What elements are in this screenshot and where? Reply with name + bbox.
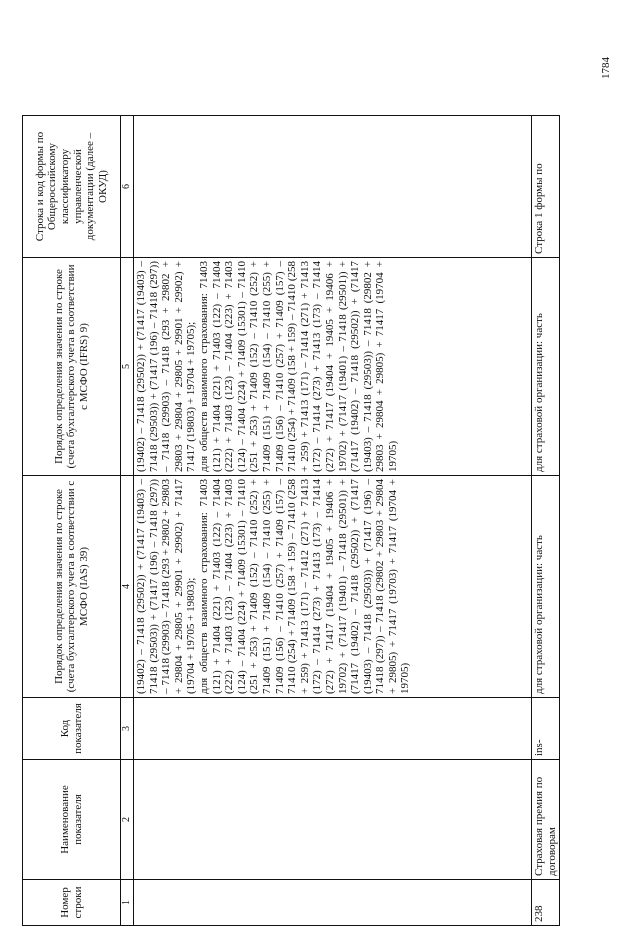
ias39-formula-cell: [134, 476, 532, 698]
header-row-number: Номер строки: [23, 880, 121, 926]
okud-cell: Строка 1 формы по: [532, 116, 560, 258]
header-okud: Строка и код формы по Общероссийскому классификатору управленческой документации (далее – ОКУД): [23, 116, 121, 258]
column-number: 3: [121, 698, 134, 760]
ias39-formula-cell: для страховой организации: часть: [532, 476, 560, 698]
indicator-table: [22, 115, 560, 926]
header-row: [23, 116, 121, 926]
column-number: 1: [121, 880, 134, 926]
table-row: [532, 116, 560, 926]
header-indicator-code: Код показателя: [23, 698, 121, 760]
column-number: 5: [121, 258, 134, 476]
column-number-row: [121, 116, 134, 926]
page-number: 1784: [600, 57, 612, 79]
rotated-table-container: [22, 116, 558, 926]
header-ifrs9-method: Порядок определения значения по строке (счета бухгалтерского учета в соответствии с МСФО (IFRS) 9): [23, 258, 121, 476]
ifrs9-formula-mutual: для обществ взаимного страхования: 71403 (121) + 71404 (221) + 71403 (122) – 71404 (222) + 71403 (123) – 71404 (223) + 71403 (124) – 71404 (224) + 71409 (15301) – 71410 (251 + 253) + 71409 (152) – 71410 (252) + 71409 (151) + 71409 (154) – 71410 (255) + 71409 (156) – 71410 (257) + 71409 (157) – 71410 (254) + 71409 (158 + 159) – 71410 (258 + 259) + 71413 (171) – 71414 (271) + 71413 (172) – 71414 (273) + 71413 (173) – 71414 (272) + 71417 (19404 + 19405 + 19406 + 19702) + (71417 (19401) – 71418 (29501)) + (71417 (19402) – 71418 (29502)) + (71417 (19403) – 71418 (29503)) – 71418 (29802 + 29803 + 29804 + 29805) + 71417 (19704 + 19705): [197, 261, 399, 472]
indicator-code-cell: ins-: [532, 698, 560, 760]
column-number: 4: [121, 476, 134, 698]
row-number-cell: [134, 880, 532, 926]
ifrs9-formula-cell: [134, 258, 532, 476]
okud-cell: [134, 116, 532, 258]
column-number: 6: [121, 116, 134, 258]
indicator-name-cell: [134, 760, 532, 880]
row-number-cell: 238: [532, 880, 560, 926]
header-indicator-name: Наименование показателя: [23, 760, 121, 880]
ifrs9-formula-general: (19402) – 71418 (29502)) + (71417 (19403) – 71418 (29503)) + (71417 (196) – 71418 (297)) – 71418 (29903) – 71418 (293 + 29802 + 29803 + 29804 + 29805 + 29901 + 29902) + 71417 (19803) + 19704 + 19705);: [135, 261, 198, 472]
ifrs9-formula-cell: для страховой организации: часть: [532, 258, 560, 476]
header-ias39-method: Порядок определения значения по строке (счета бухгалтерского учета в соответствии с МСФО (IAS) 39): [23, 476, 121, 698]
indicator-code-cell: [134, 698, 532, 760]
table-row: [134, 116, 532, 926]
ias39-formula-mutual: для обществ взаимного страхования: 71403 (121) + 71404 (221) + 71403 (122) – 71404 (222) + 71403 (123) – 71404 (223) + 71403 (124) – 71404 (224) + 71409 (15301) – 71410 (251 + 253) + 71409 (152) – 71410 (252) + 71409 (151) + 71409 (154) – 71410 (255) + 71409 (156) – 71410 (257) + 71409 (157) – 71410 (254) + 71409 (158 + 159) – 71410 (258 + 259) + 71413 (171) – 71412 (271) + 71413 (172) – 71414 (273) + 71413 (173) – 71414 (272) + 71417 (19404 + 19405 + 19406 + 19702) + (71417 (19401) – 71418 (29501)) + (71417 (19402) – 71418 (29502)) + (71417 (19403) – 71418 (29503)) + (71417 (196) – 71418 (297)) – 71418 (29802 + 29803 + 29804 + 29805) + 71417 (19703) + 71417 (19704 + 19705): [197, 479, 412, 694]
ias39-formula-general: (19402) – 71418 (29502)) + (71417 (19403) – 71418 (29503)) + (71417 (196) – 71418 (297)) – 71418 (29903) – 71418 (293 + 29802 + 29803 + 29804 + 29805 + 29901 + 29902) + 71417 (19704 + 19705 + 19803);: [135, 479, 198, 694]
indicator-name-cell: Страховая премия по договорам: [532, 760, 560, 880]
column-number: 2: [121, 760, 134, 880]
